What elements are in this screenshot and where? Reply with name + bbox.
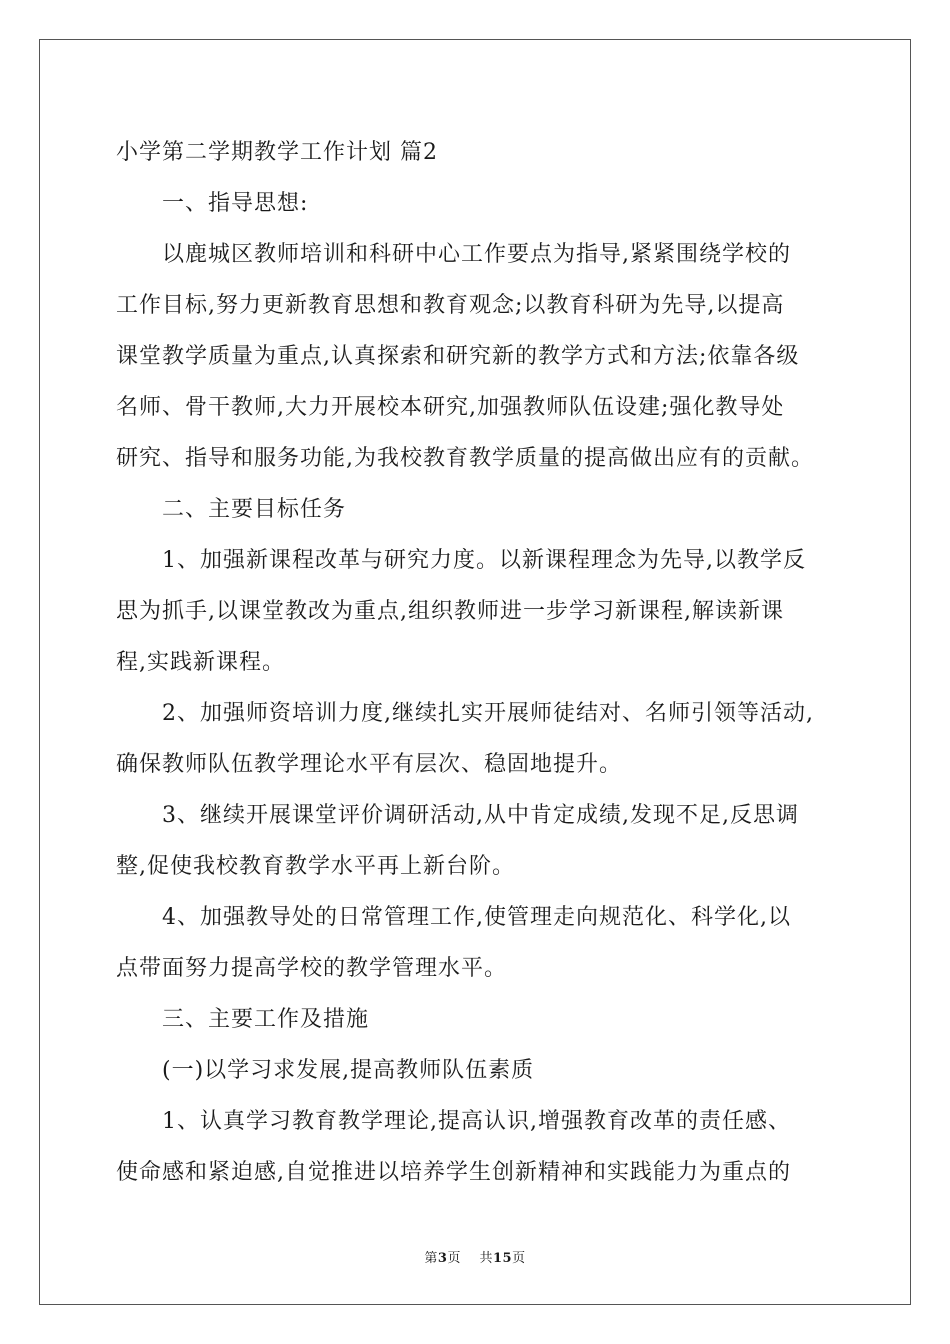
text-line: 二、主要目标任务 [162, 497, 347, 522]
footer-prefix: 第 [424, 1251, 438, 1266]
text-line: 工作目标,努力更新教育思想和教育观念;以教育科研为先导,以提高 [116, 293, 785, 318]
current-page-number: 3 [437, 1251, 448, 1266]
text-line: 思为抓手,以课堂教改为重点,组织教师进一步学习新课程,解读新课 [116, 599, 784, 624]
text-line: 名师、骨干教师,大力开展校本研究,加强教师队伍设建;强化教导处 [116, 395, 785, 420]
text-line: 2、加强师资培训力度,继续扎实开展师徒结对、名师引领等活动, [162, 701, 814, 726]
text-line: 课堂教学质量为重点,认真探索和研究新的教学方式和方法;依靠各级 [116, 344, 800, 369]
footer-page-suffix: 页 [447, 1251, 461, 1266]
text-line: 使命感和紧迫感,自觉推进以培养学生创新精神和实践能力为重点的 [116, 1160, 791, 1185]
text-line: 程,实践新课程。 [116, 650, 285, 675]
text-line: 确保教师队伍教学理论水平有层次、稳固地提升。 [116, 752, 623, 777]
text-line: 整,促使我校教育教学水平再上新台阶。 [116, 854, 515, 879]
page-footer [0, 1247, 950, 1266]
footer-total-suffix: 页 [512, 1251, 526, 1266]
text-line: 三、主要工作及措施 [162, 1007, 370, 1032]
footer-total-prefix: 共 [479, 1251, 493, 1266]
text-line: 3、继续开展课堂评价调研活动,从中肯定成绩,发现不足,反思调 [162, 803, 799, 828]
text-line: (一)以学习求发展,提高教师队伍素质 [162, 1058, 535, 1083]
text-line: 1、认真学习教育教学理论,提高认识,增强教育改革的责任感、 [162, 1109, 791, 1134]
text-line: 4、加强教导处的日常管理工作,使管理走向规范化、科学化,以 [162, 905, 791, 930]
text-line: 1、加强新课程改革与研究力度。以新课程理念为先导,以教学反 [162, 548, 806, 573]
total-page-count: 15 [493, 1251, 513, 1266]
document-body [116, 127, 838, 1198]
document-title: 小学第二学期教学工作计划 篇2 [116, 140, 438, 165]
paragraph-lines [116, 178, 838, 1198]
text-line: 研究、指导和服务功能,为我校教育教学质量的提高做出应有的贡献。 [116, 446, 814, 471]
text-line: 点带面努力提高学校的教学管理水平。 [116, 956, 508, 981]
text-line: 以鹿城区教师培训和科研中心工作要点为指导,紧紧围绕学校的 [162, 242, 791, 267]
text-line: 一、指导思想: [162, 191, 309, 216]
